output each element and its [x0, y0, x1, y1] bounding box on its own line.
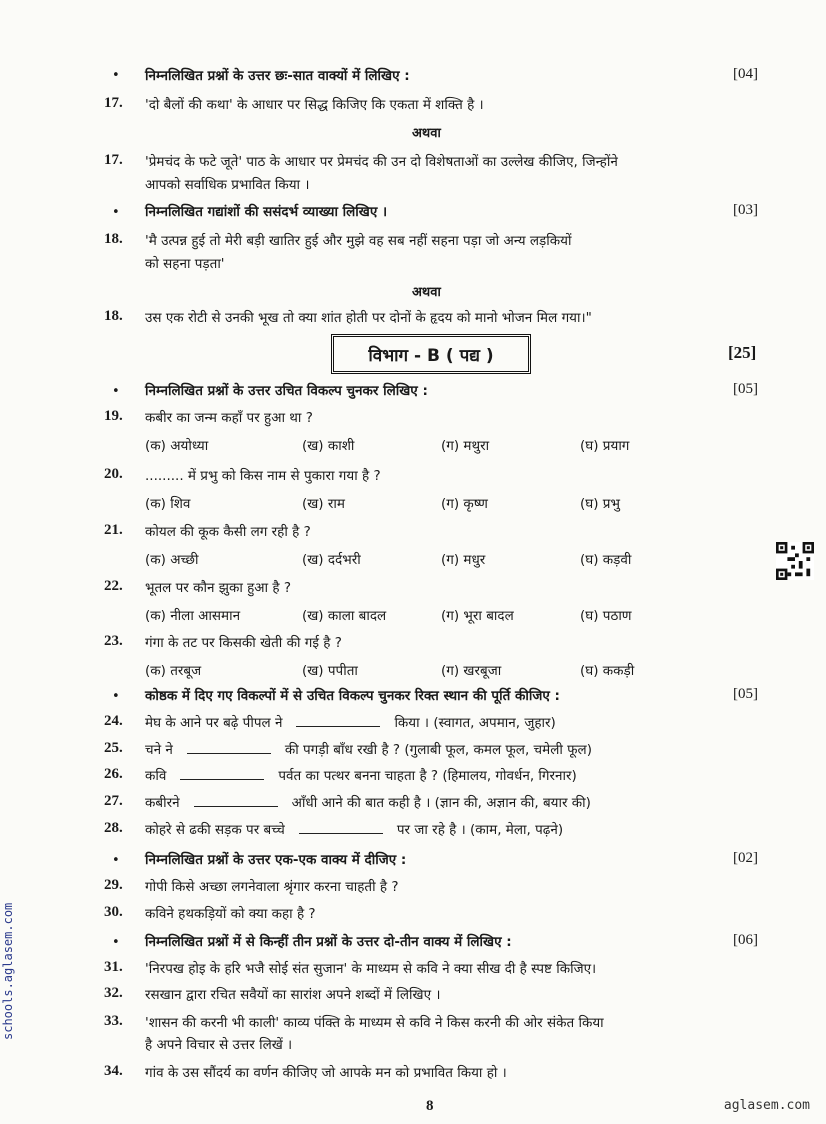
question-text: रसखान द्वारा रचित सवैयों का सारांश अपने शब्दों में लिखिए ।: [145, 987, 441, 1003]
section-marks: [02]: [733, 850, 758, 866]
answer-blank: [187, 741, 271, 754]
question-number: 31.: [104, 959, 123, 975]
fill-blank-pre: चने ने: [145, 742, 173, 758]
mcq-option: (ख) राम: [302, 496, 345, 512]
question-number: 34.: [104, 1063, 123, 1079]
section-instruction: निम्नलिखित गद्यांशों की ससंदर्भ व्याख्या लिखिए ।: [145, 204, 388, 220]
question-text: उस एक रोटी से उनकी भूख तो क्या शांत होती पर दोनों के हृदय को मानो भोजन मिल गया।": [145, 310, 592, 326]
question-text: कबीर का जन्म कहाँ पर हुआ था ?: [145, 410, 313, 426]
section-marks: [05]: [733, 381, 758, 397]
question-text: 'निरपख होइ के हरि भजै सोई संत सुजान' के माध्यम से कवि ने क्या सीख दी है स्पष्ट किजिए।: [145, 961, 597, 977]
mcq-option: (क) अयोध्या: [145, 438, 209, 454]
mcq-option: (ख) काशी: [302, 438, 355, 454]
answer-blank: [299, 821, 383, 834]
question-text-cont: है अपने विचार से उत्तर लिखें ।: [145, 1037, 293, 1053]
fill-blank-sentence: [145, 740, 592, 758]
fill-blank-sentence: [145, 793, 591, 811]
question-text: गंगा के तट पर किसकी खेती की गई है ?: [145, 635, 342, 651]
section-b-marks: [25]: [728, 343, 757, 362]
fill-blank-sentence: [145, 713, 556, 731]
mcq-option: (घ) प्रयाग: [580, 438, 630, 454]
question-text: 'शासन की करनी भी काली' काव्य पंक्ति के माध्यम से कवि ने किस करनी की ओर संकेत किया: [145, 1015, 604, 1031]
question-number: 21.: [104, 522, 123, 538]
mcq-option: (क) तरबूज: [145, 663, 202, 679]
mcq-option: (घ) कड़वी: [580, 552, 632, 568]
section-instruction: निम्नलिखित प्रश्नों के उत्तर छः-सात वाक्यों में लिखिए :: [145, 68, 410, 84]
question-number: 22.: [104, 578, 123, 594]
mcq-option: (ग) मथुरा: [441, 438, 490, 454]
section-instruction: निम्नलिखित प्रश्नों के उत्तर एक-एक वाक्य में दीजिए :: [145, 852, 407, 868]
question-number: 28.: [104, 820, 123, 836]
fill-blank-pre: कबीरने: [145, 795, 180, 811]
fill-blank-post: की पगड़ी बाँध रखी है ? (गुलाबी फूल, कमल फूल, चमेली फूल): [284, 742, 592, 758]
answer-blank: [180, 767, 264, 780]
mcq-option: (ग) भूरा बादल: [441, 608, 514, 624]
answer-blank: [296, 714, 380, 727]
fill-blank-pre: कवि: [145, 768, 167, 784]
fill-blank-pre: कोहरे से ढकी सड़क पर बच्चे: [145, 822, 285, 838]
section-instruction: निम्नलिखित प्रश्नों के उत्तर उचित विकल्प चुनकर लिखिए :: [145, 383, 428, 399]
question-number: 18.: [104, 231, 123, 247]
section-instruction: निम्नलिखित प्रश्नों में से किन्हीं तीन प्रश्नों के उत्तर दो-तीन वाक्य में लिखिए :: [145, 934, 512, 950]
fill-blank-post: पर जा रहे है । (काम, मेला, पढ़ने): [396, 822, 564, 838]
question-number: 23.: [104, 633, 123, 649]
mcq-option: (ख) दर्दभरी: [302, 552, 361, 568]
section-marks: [06]: [733, 932, 758, 948]
answer-blank: [194, 794, 278, 807]
question-number: 24.: [104, 713, 123, 729]
fill-blank-post: आँधी आने की बात कही है । (ज्ञान की, अज्ञान की, बयार की): [291, 795, 591, 811]
page-number: 8: [426, 1098, 434, 1114]
mcq-option: (क) शिव: [145, 496, 191, 512]
question-number: 20.: [104, 466, 123, 482]
section-marks: [04]: [733, 66, 758, 82]
question-text: कविने हथकड़ियों को क्या कहा है ?: [145, 906, 316, 922]
fill-blank-post: पर्वत का पत्थर बनना चाहता है ? (हिमालय, गोवर्धन, गिरनार): [278, 768, 577, 784]
bullet: •: [112, 689, 120, 704]
question-text: कोयल की कूक कैसी लग रही है ?: [145, 524, 311, 540]
mcq-option: (ग) मधुर: [441, 552, 486, 568]
mcq-option: (ग) खरबूजा: [441, 663, 502, 679]
question-text-cont: को सहना पड़ता': [145, 256, 225, 272]
question-text: भूतल पर कौन झुका हुआ है ?: [145, 580, 292, 596]
question-number: 30.: [104, 904, 123, 920]
mcq-option: (घ) पठाण: [580, 608, 632, 624]
mcq-option: (घ) ककड़ी: [580, 663, 635, 679]
question-number: 17.: [104, 95, 123, 111]
fill-blank-sentence: [145, 820, 563, 838]
question-text: 'प्रेमचंद के फटे जूते' पाठ के आधार पर प्रेमचंद की उन दो विशेषताओं का उल्लेख कीजिए, जिन्होंने: [145, 154, 618, 170]
mcq-option: (घ) प्रभु: [580, 496, 620, 512]
bullet: •: [112, 384, 120, 399]
section-b-header: [331, 334, 531, 374]
question-text: ......... में प्रभु को किस नाम से पुकारा गया है ?: [145, 468, 381, 484]
mcq-option: (ख) पपीता: [302, 663, 358, 679]
mcq-option: (क) नीला आसमान: [145, 608, 241, 624]
mcq-option: (ग) कृष्ण: [441, 496, 488, 512]
fill-blank-pre: मेघ के आने पर बढ़े पीपल ने: [145, 715, 283, 731]
section-marks: [05]: [733, 686, 758, 702]
question-number: 25.: [104, 740, 123, 756]
question-number: 33.: [104, 1013, 123, 1029]
or-divider: अथवा: [412, 285, 441, 300]
question-number: 27.: [104, 793, 123, 809]
question-text-cont: आपको सर्वाधिक प्रभावित किया ।: [145, 177, 310, 193]
question-number: 18.: [104, 308, 123, 324]
qr-code-icon: [776, 542, 814, 580]
footer-watermark: aglasem.com: [723, 1098, 810, 1113]
fill-blank-sentence: [145, 766, 577, 784]
section-b-title: विभाग - B ( पद्य ): [368, 345, 494, 366]
mcq-option: (क) अच्छी: [145, 552, 199, 568]
bullet: •: [112, 205, 120, 220]
bullet: •: [112, 68, 120, 83]
question-number: 29.: [104, 877, 123, 893]
mcq-option: (ख) काला बादल: [302, 608, 387, 624]
bullet: •: [112, 935, 120, 950]
question-text: गांव के उस सौंदर्य का वर्णन कीजिए जो आपके मन को प्रभावित किया हो ।: [145, 1065, 507, 1081]
question-text: 'दो बैलों की कथा' के आधार पर सिद्ध किजिए कि एकता में शक्ति है ।: [145, 97, 484, 113]
or-divider: अथवा: [412, 126, 441, 141]
question-text: गोपी किसे अच्छा लगनेवाला श्रृंगार करना चाहती है ?: [145, 879, 399, 895]
section-instruction: कोष्ठक में दिए गए विकल्पों में से उचित विकल्प चुनकर रिक्त स्थान की पूर्ति कीजिए :: [145, 688, 560, 704]
side-watermark: schools.aglasem.com: [1, 902, 15, 1040]
question-text: 'मै उत्पन्न हुई तो मेरी बड़ी खातिर हुई और मुझे वह सब नहीं सहना पड़ा जो अन्य लड़कियों: [145, 233, 572, 249]
bullet: •: [112, 853, 120, 868]
question-number: 19.: [104, 408, 123, 424]
question-number: 26.: [104, 766, 123, 782]
question-number: 17.: [104, 152, 123, 168]
fill-blank-post: किया । (स्वागत, अपमान, जुहार): [394, 715, 556, 731]
section-marks: [03]: [733, 202, 758, 218]
question-number: 32.: [104, 985, 123, 1001]
